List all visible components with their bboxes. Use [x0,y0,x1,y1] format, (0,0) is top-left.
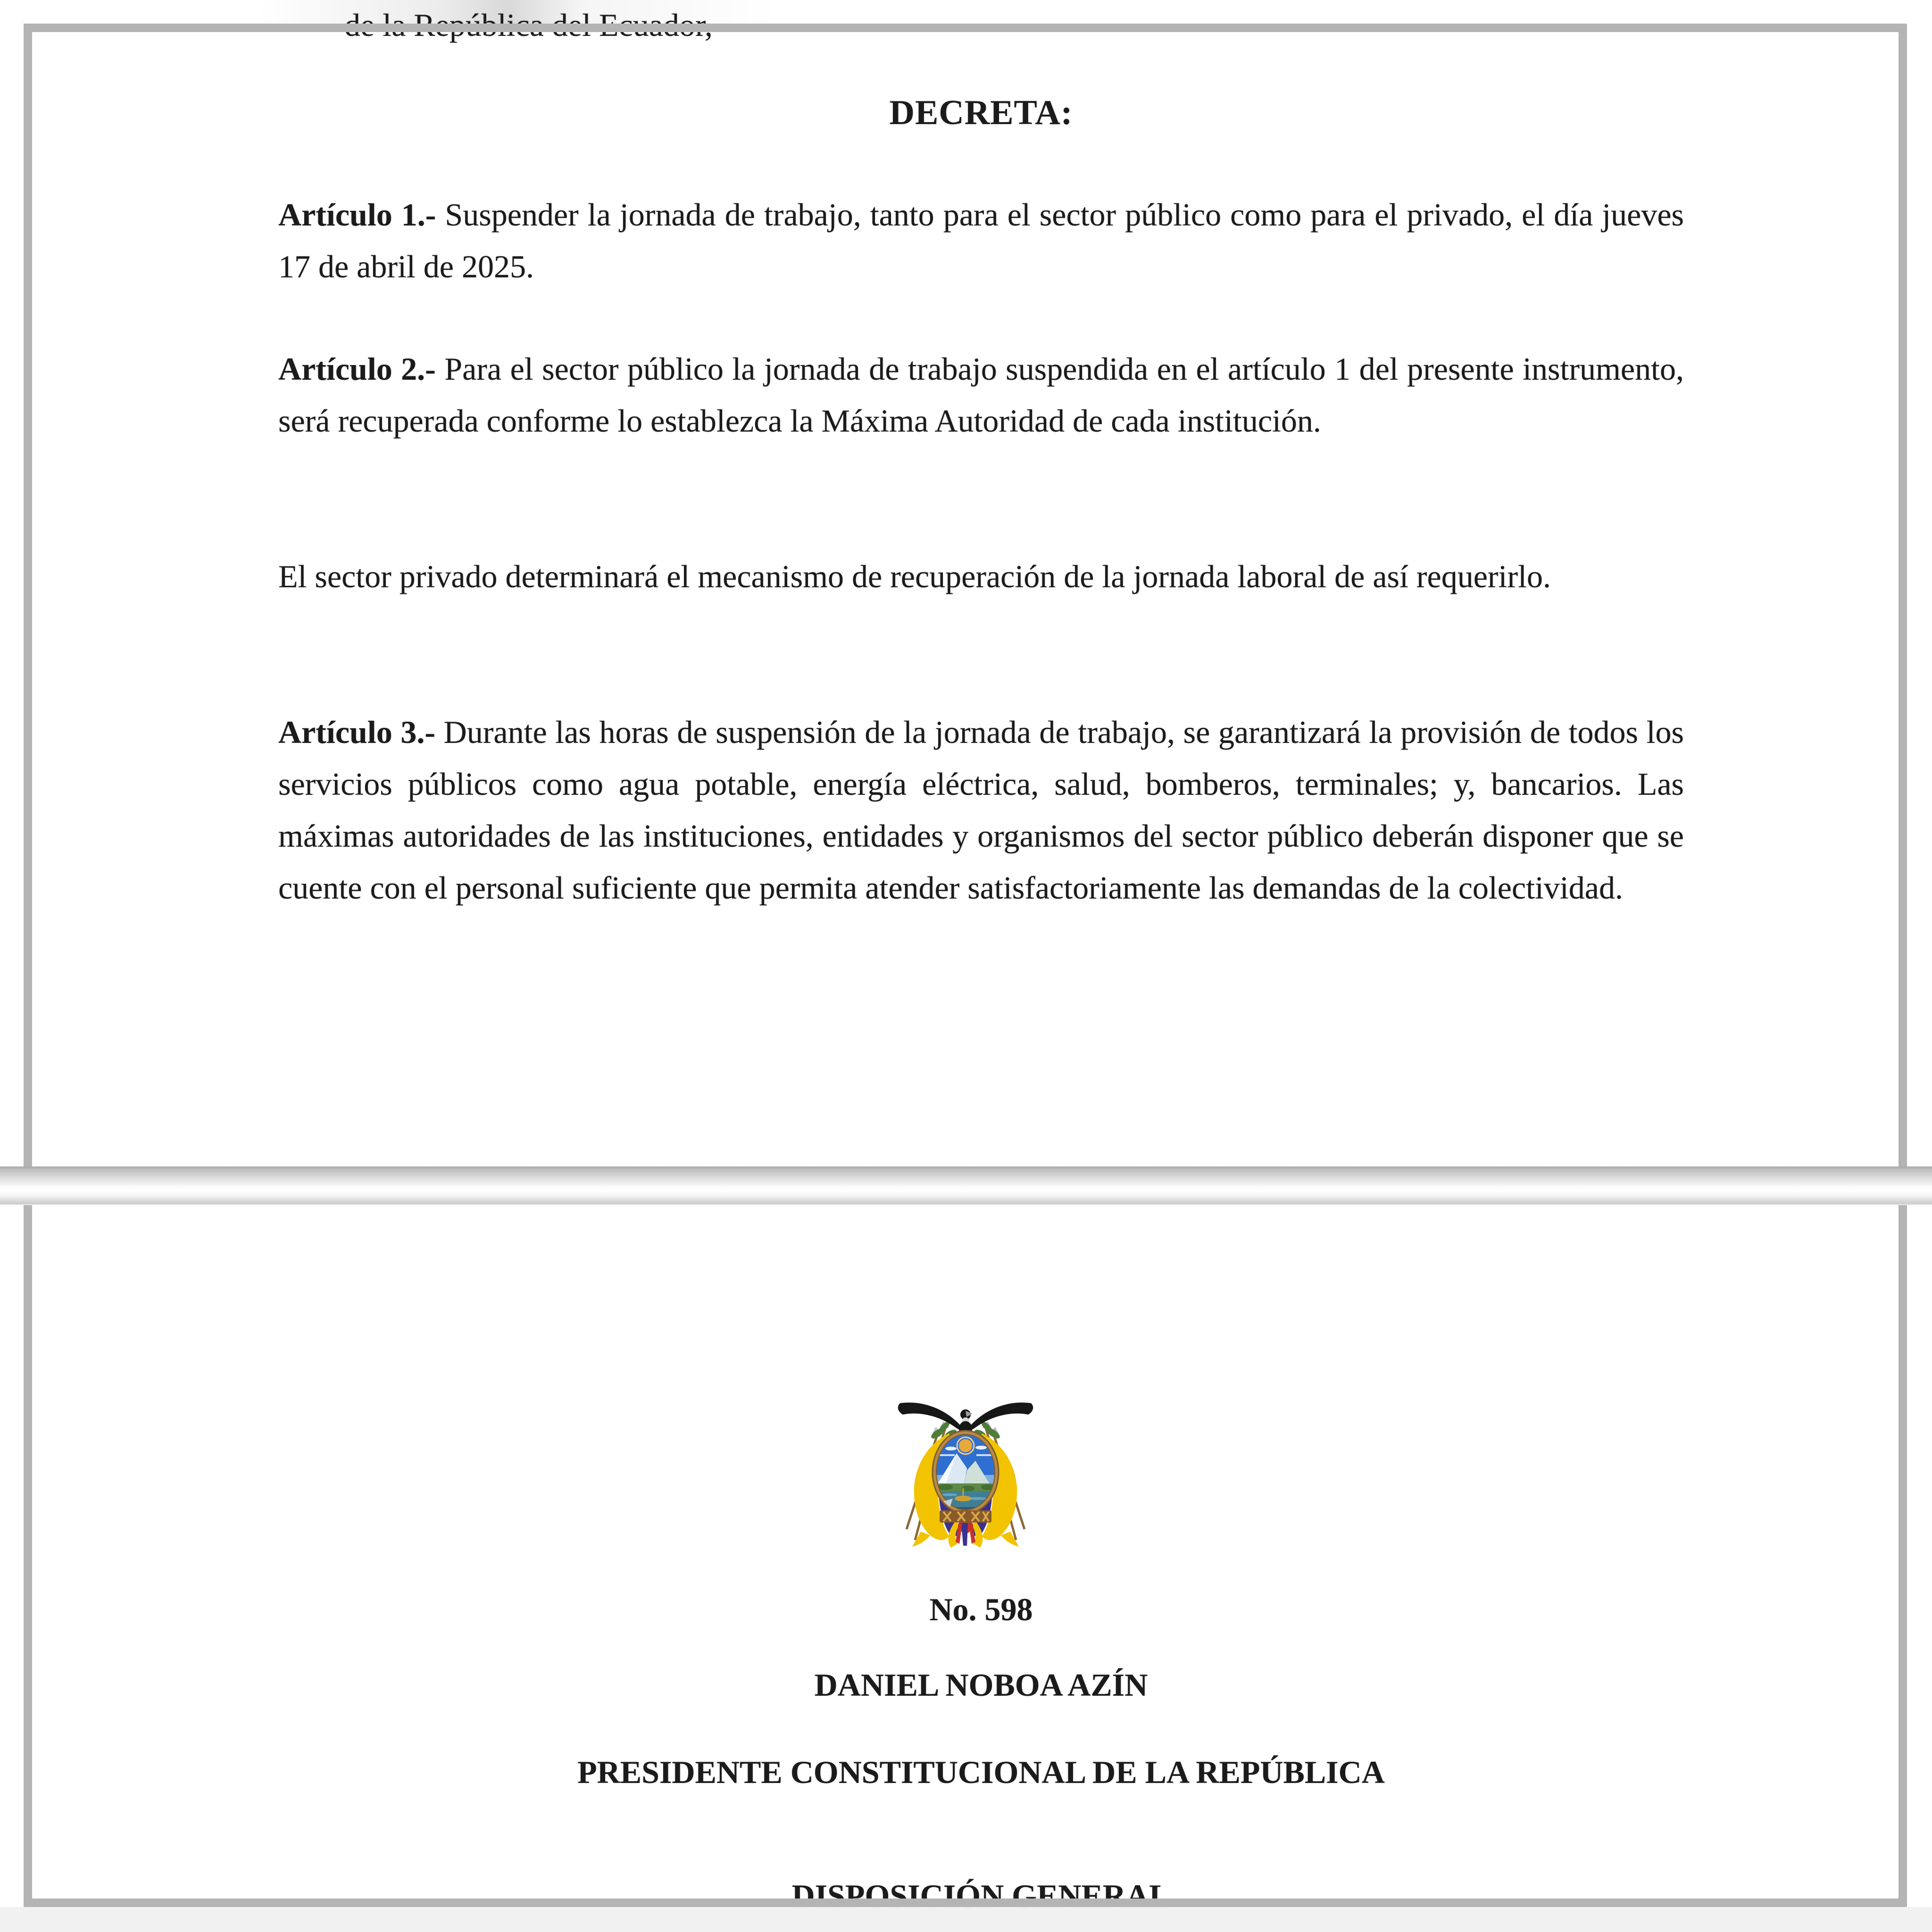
president-title: PRESIDENTE CONSTITUCIONAL DE LA REPÚBLICA [577,1754,1385,1790]
decree-articles-page [32,7,1899,1166]
ecuador-coat-of-arms-icon [892,1390,1039,1550]
decreta-heading: DECRETA: [889,93,1073,132]
decree-title-page [32,1205,1899,1914]
president-name: DANIEL NOBOA AZÍN [814,1667,1148,1703]
article-3-label: Artículo 3.- [278,714,436,750]
article-1-paragraph [278,189,1684,292]
page-gap-shadow [0,1166,1932,1205]
private-sector-paragraph [278,550,1684,602]
shield [933,1431,999,1515]
article-2-text: Para el sector público la jornada de trabajo suspendida en el artículo 1 del presente instrumento, será recuperada conforme lo establezca la Máxima Autoridad de cada institución. [278,351,1684,439]
ribbons [948,1522,983,1548]
article-3-text: Durante las horas de suspensión de la jornada de trabajo, se garantizará la provisión de todos los servicios públicos como agua potable, energía eléctrica, salud, bomberos, terminales; y, bancarios. Las máximas autoridades de las instituciones, entidades y organismos del sector público deberán disponer que se cuente con el personal suficiente que permita atender satisfactoriamente las demandas de la colectividad. [278,714,1684,906]
decree-number: No. 598 [929,1591,1033,1627]
article-1-text: Suspender la jornada de trabajo, tanto para el sector público como para el privado, el día jueves 17 de abril de 2025. [278,197,1684,284]
fasces-band [940,1510,991,1523]
article-1-label: Artículo 1.- [278,197,436,233]
article-2-label: Artículo 2.- [278,351,436,387]
private-sector-text: El sector privado determinará el mecanismo de recuperación de la jornada laboral de así requerirlo. [278,558,1551,594]
article-2-paragraph [278,343,1684,447]
cutoff-line-bottom-fragment: DISPOSICIÓN GENERAL [791,1878,1171,1914]
article-3-paragraph [278,706,1684,914]
cutoff-line-top-fragment: de la República del Ecuador, [344,7,713,43]
